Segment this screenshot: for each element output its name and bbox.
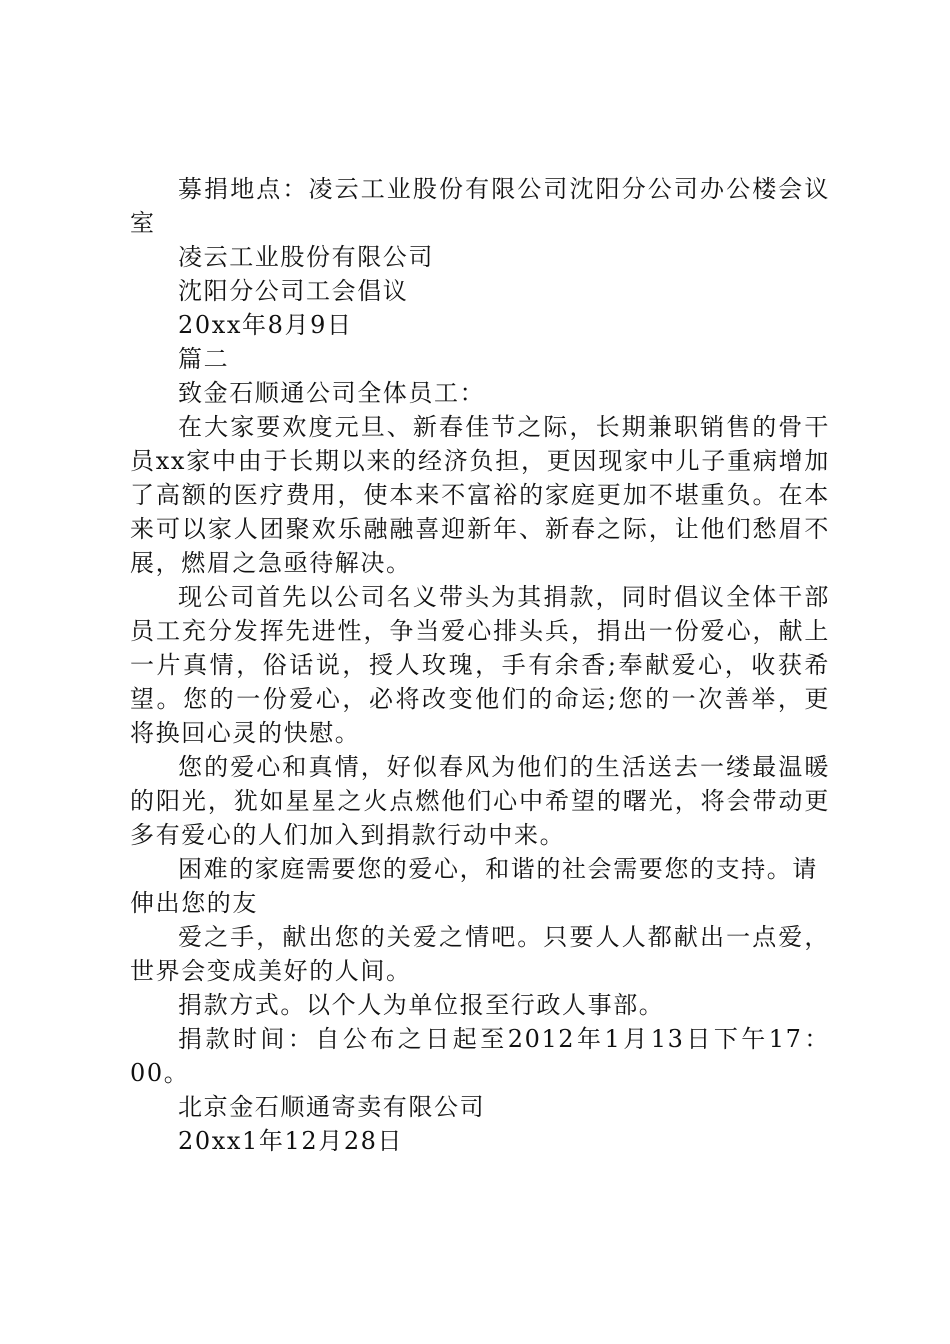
body-paragraph: 困难的家庭需要您的爱心，和谐的社会需要您的支持。请伸出您的友: [130, 855, 818, 917]
body-paragraph: 在大家要欢度元旦、新春佳节之际，长期兼职销售的骨干员xx家中由于长期以来的经济负担，更因现家中儿子重病增加了高额的医疗费用，使本来不富裕的家庭更加不堪重负。在本来可以家人团聚欢乐融融喜迎新年、新春之际，让他们愁眉不展，燃眉之急亟待解决。: [130, 413, 830, 577]
organizer-company: 凌云工业股份有限公司: [178, 243, 434, 271]
first-date: 20xx年8月9日: [178, 311, 353, 339]
section-heading: 篇二: [178, 345, 230, 373]
donation-method: 捐款方式。以个人为单位报至行政人事部。: [178, 991, 665, 1019]
donation-time: 捐款时间：自公布之日起至2012年1月13日下午17：00。: [130, 1025, 830, 1087]
document-page: [130, 172, 830, 1158]
body-paragraph: 爱之手，献出您的关爱之情吧。只要人人都献出一点爱，世界会变成美好的人间。: [130, 923, 830, 985]
salutation: 致金石顺通公司全体员工：: [178, 379, 486, 407]
body-paragraph: 现公司首先以公司名义带头为其捐款，同时倡议全体干部员工充分发挥先进性，争当爱心排头兵，捐出一份爱心，献上一片真情，俗话说，授人玫瑰，手有余香;奉献爱心，收获希望。您的一份爱心，必将改变他们的命运;您的一次善举，更将换回心灵的快慰。: [130, 583, 830, 747]
signature-company: 北京金石顺通寄卖有限公司: [178, 1093, 486, 1121]
body-paragraph: 您的爱心和真情，好似春风为他们的生活送去一缕最温暖的阳光，犹如星星之火点燃他们心中希望的曙光，将会带动更多有爱心的人们加入到捐款行动中来。: [130, 753, 830, 849]
signature-date: 20xx1年12月28日: [178, 1127, 404, 1155]
organizer-union: 沈阳分公司工会倡议: [178, 277, 409, 305]
donation-location: 募捐地点：凌云工业股份有限公司沈阳分公司办公楼会议室: [130, 175, 830, 237]
